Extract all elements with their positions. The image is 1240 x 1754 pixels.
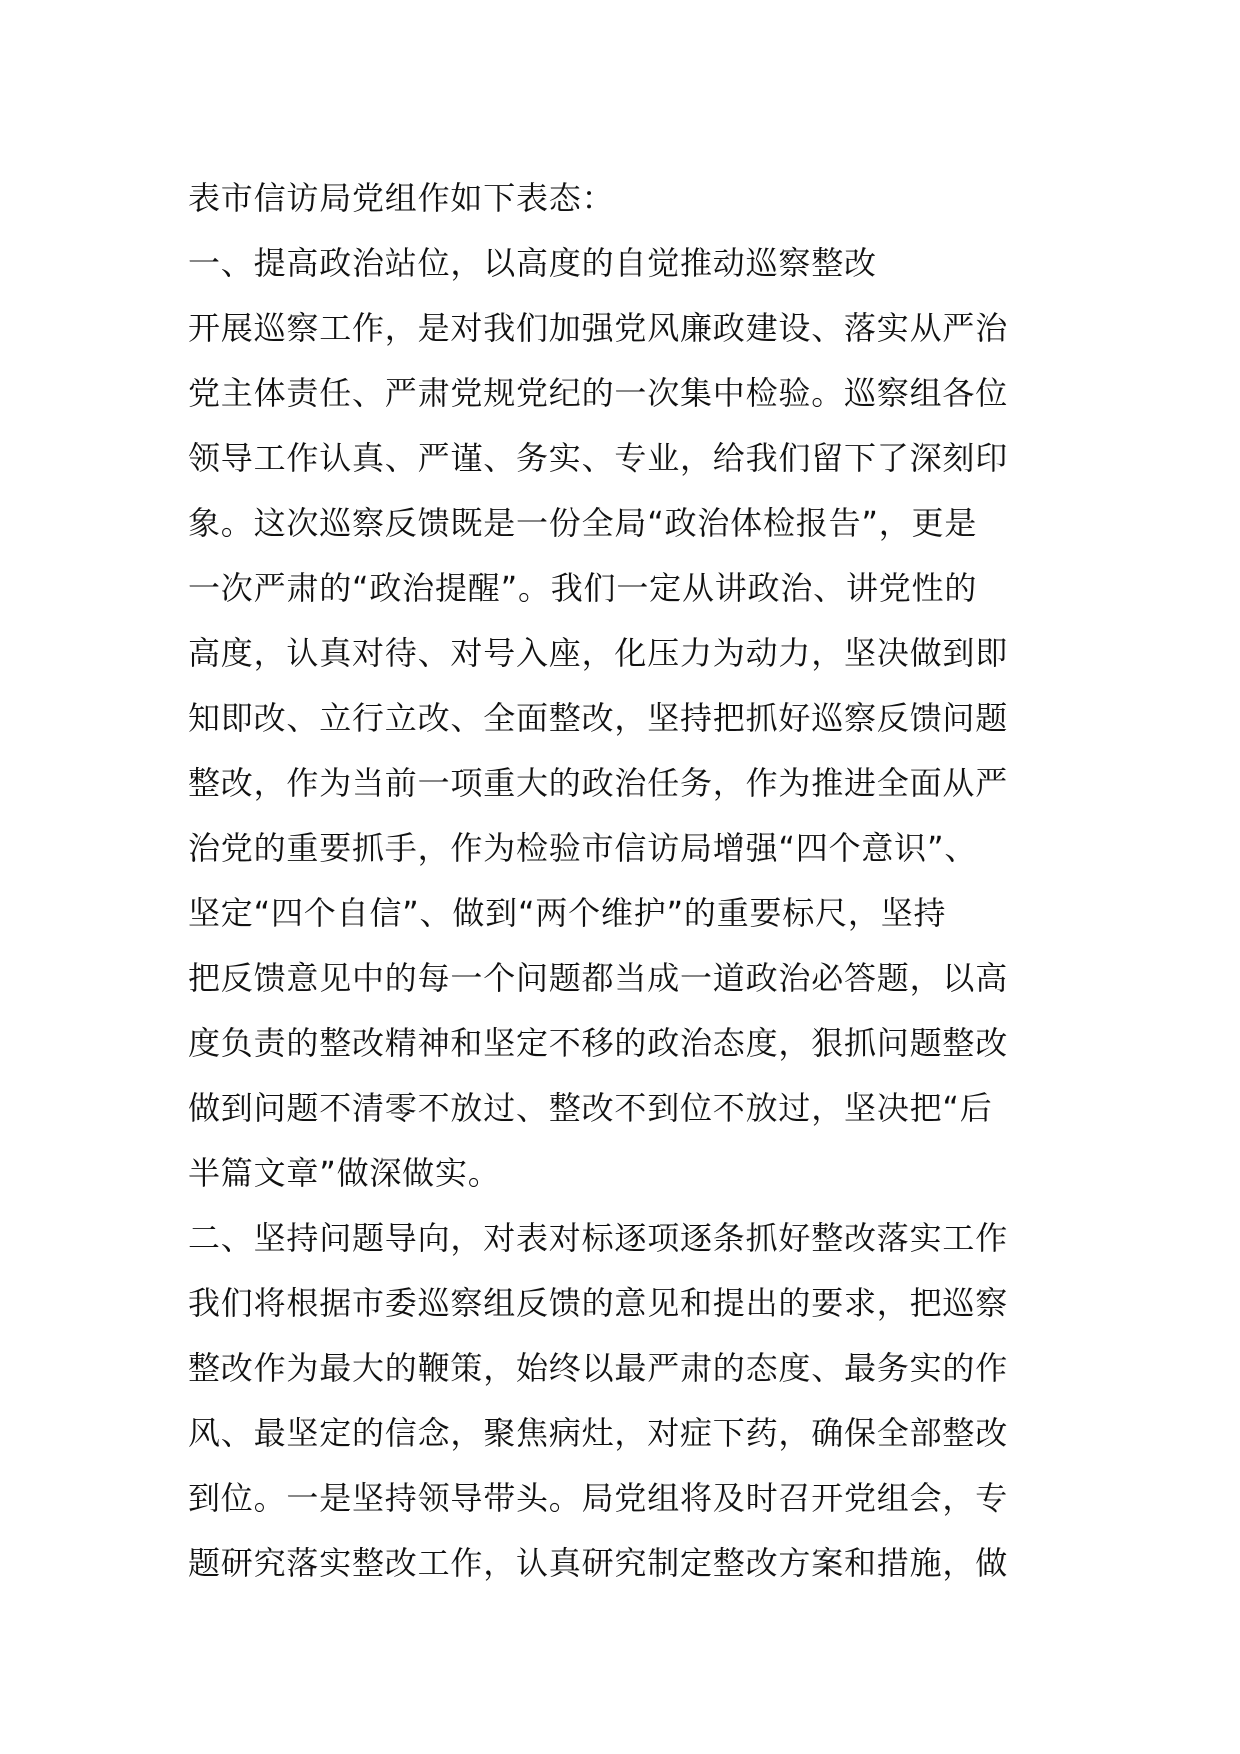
text-line: 度负责的整改精神和坚定不移的政治态度，狠抓问题整改 [188,1024,1009,1062]
text-line: 风、最坚定的信念，聚焦病灶，对症下药，确保全部整改 [188,1414,1009,1452]
document-body [188,166,1068,1596]
text-line: 半篇文章”做深做实。 [188,1154,501,1192]
text-line-intro: 表市信访局党组作如下表态： [188,179,615,217]
text-line: 党主体责任、严肃党规党纪的一次集中检验。巡察组各位 [188,374,1009,412]
section-heading-1: 一、提高政治站位，以高度的自觉推动巡察整改 [188,244,877,282]
text-line: 题研究落实整改工作，认真研究制定整改方案和措施，做 [188,1544,1009,1582]
text-line: 知即改、立行立改、全面整改，坚持把抓好巡察反馈问题 [188,699,1009,737]
text-line: 到位。一是坚持领导带头。局党组将及时召开党组会，专 [188,1479,1009,1517]
text-line: 领导工作认真、严谨、务实、专业，给我们留下了深刻印 [188,439,1009,477]
text-line: 整改，作为当前一项重大的政治任务，作为推进全面从严 [188,764,1009,802]
text-line: 高度，认真对待、对号入座，化压力为动力，坚决做到即 [188,634,1009,672]
text-line: 一次严肃的“政治提醒”。我们一定从讲政治、讲党性的 [188,569,978,607]
text-line: 把反馈意见中的每一个问题都当成一道政治必答题，以高 [188,959,1009,997]
text-line: 坚定“四个自信”、做到“两个维护”的重要标尺，坚持 [188,894,947,932]
section-heading-2: 二、坚持问题导向，对表对标逐项逐条抓好整改落实工作 [188,1219,1009,1257]
text-line: 开展巡察工作，是对我们加强党风廉政建设、落实从严治 [188,309,1009,347]
text-line: 象。这次巡察反馈既是一份全局“政治体检报告”，更是 [188,504,978,542]
text-line: 治党的重要抓手，作为检验市信访局增强“四个意识”、 [188,829,978,867]
text-line: 我们将根据市委巡察组反馈的意见和提出的要求，把巡察 [188,1284,1009,1322]
text-line: 整改作为最大的鞭策，始终以最严肃的态度、最务实的作 [188,1349,1009,1387]
text-line: 做到问题不清零不放过、整改不到位不放过，坚决把“后 [188,1089,993,1127]
